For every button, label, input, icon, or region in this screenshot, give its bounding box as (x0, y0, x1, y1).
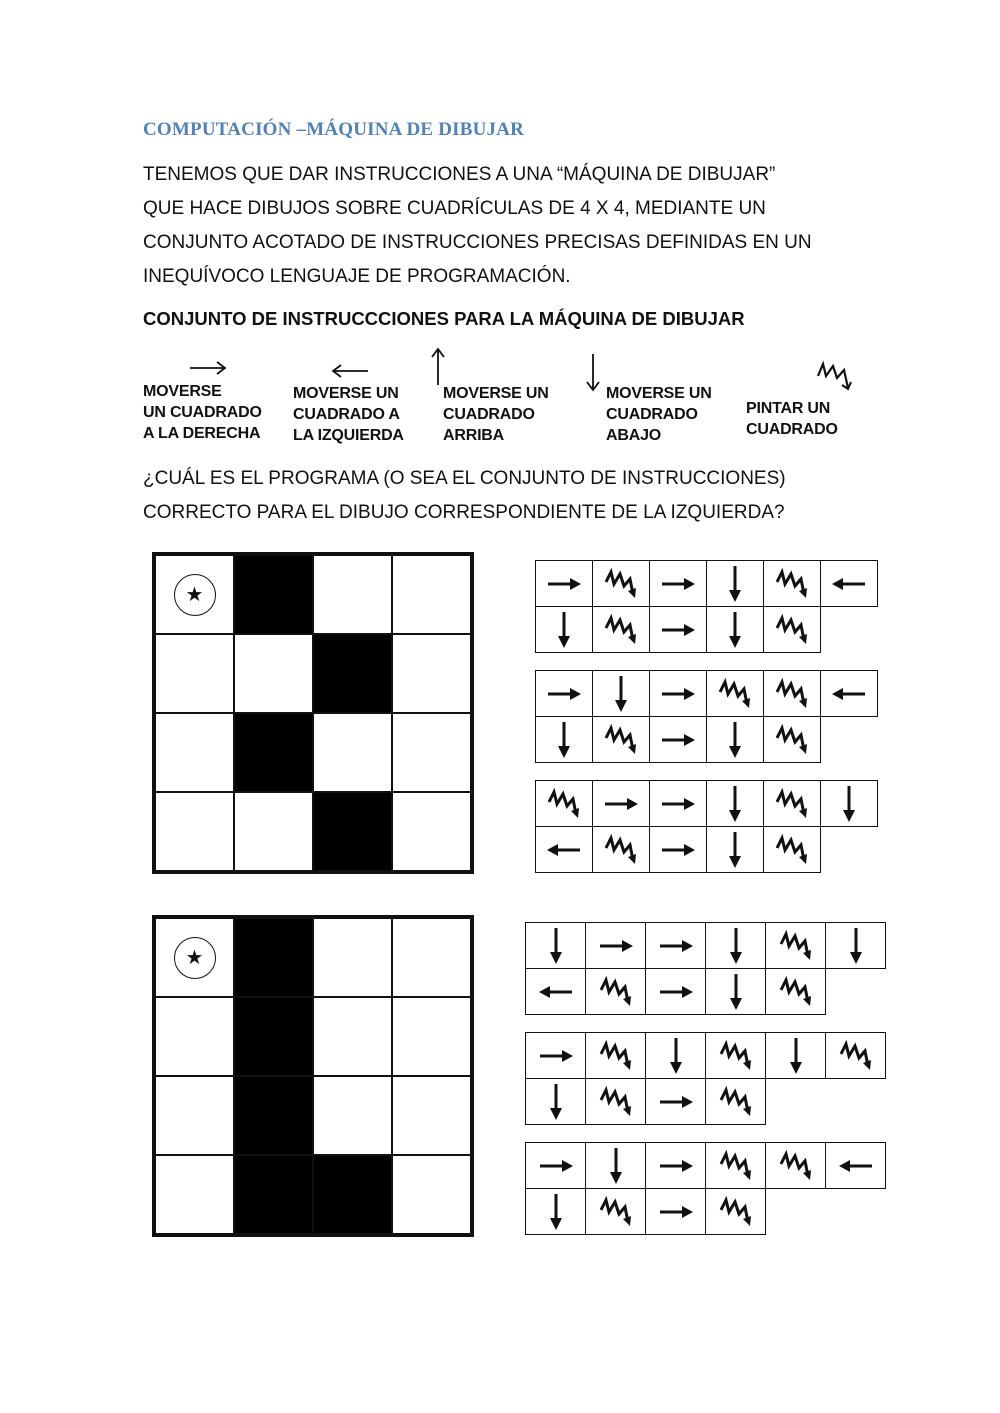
right-arrow-icon (601, 784, 641, 824)
down-arrow-icon (585, 352, 601, 392)
left-arrow-icon (330, 363, 370, 379)
legend-paint (746, 398, 838, 440)
paint-zigzag-icon (776, 972, 816, 1012)
grid-cell-filled (234, 918, 313, 997)
instruction-cell (649, 826, 707, 873)
grid-cell (155, 1155, 234, 1234)
paint-zigzag-icon (596, 1082, 636, 1122)
left-arrow-icon (829, 674, 869, 714)
question-line: ¿CUÁL ES EL PROGRAMA (O SEA EL CONJUNTO DE INSTRUCCIONES) (143, 468, 786, 489)
down-arrow-icon (601, 674, 641, 714)
instruction-cell (763, 780, 821, 827)
grid-cell-filled (234, 1155, 313, 1234)
program-row (535, 560, 877, 607)
instruction-cell (825, 922, 886, 969)
instruction-cell (645, 922, 706, 969)
instruction-cell (585, 1078, 646, 1125)
instruction-cell (706, 560, 764, 607)
program-row (525, 1032, 885, 1079)
paint-zigzag-icon (772, 564, 812, 604)
paint-zigzag-icon (772, 784, 812, 824)
legend-text: MOVERSE UN (293, 385, 399, 402)
instruction-cell (765, 922, 826, 969)
right-arrow-icon (188, 360, 228, 376)
right-arrow-icon (658, 564, 698, 604)
right-arrow-icon (656, 1192, 696, 1232)
grid-cell (313, 997, 392, 1076)
grid-cell (155, 1076, 234, 1155)
instruction-cell (706, 780, 764, 827)
instruction-cell (820, 780, 878, 827)
left-arrow-icon (829, 564, 869, 604)
instruction-cell (585, 1188, 646, 1235)
instruction-cell (825, 1142, 886, 1189)
grid-cell-filled (234, 997, 313, 1076)
instruction-cell (820, 560, 878, 607)
paint-zigzag-icon (596, 1036, 636, 1076)
paint-zigzag-icon (544, 784, 584, 824)
intro-line: TENEMOS QUE DAR INSTRUCCIONES A UNA “MÁQUINA DE DIBUJAR” (143, 164, 776, 185)
up-arrow-icon (430, 347, 446, 387)
grid-cell (313, 1076, 392, 1155)
grid-cell (392, 918, 471, 997)
instruction-cell (706, 670, 764, 717)
legend-text: ARRIBA (443, 427, 505, 444)
intro-paragraph (143, 158, 883, 294)
legend-text: MOVERSE (143, 383, 222, 400)
left-arrow-icon (836, 1146, 876, 1186)
paint-zigzag-icon (716, 1192, 756, 1232)
paint-zigzag-icon (596, 972, 636, 1012)
paint-zigzag-icon (836, 1036, 876, 1076)
instruction-cell (535, 606, 593, 653)
instruction-cell (525, 1078, 586, 1125)
down-arrow-icon (536, 1192, 576, 1232)
instruction-cell (592, 780, 650, 827)
paint-zigzag-icon (716, 1146, 756, 1186)
program-row (535, 606, 820, 653)
program-row (535, 780, 877, 827)
down-arrow-icon (836, 926, 876, 966)
right-arrow-icon (658, 610, 698, 650)
instruction-cell (525, 1032, 586, 1079)
paint-zigzag-icon (716, 1082, 756, 1122)
instruction-cell (763, 716, 821, 763)
paint-zigzag-icon (596, 1192, 636, 1232)
left-arrow-icon (544, 830, 584, 870)
paint-zigzag-icon (814, 358, 854, 394)
down-arrow-icon (536, 1082, 576, 1122)
program-row (535, 716, 820, 763)
instruction-cell (645, 1032, 706, 1079)
legend-text: ABAJO (606, 427, 662, 444)
instruction-cell (765, 1032, 826, 1079)
legend-text: CUADRADO (606, 406, 698, 423)
drawing-grid (152, 552, 474, 874)
instruction-cell (525, 1188, 586, 1235)
down-arrow-icon (716, 972, 756, 1012)
instruction-cell (706, 716, 764, 763)
legend-text: A LA DERECHA (143, 425, 261, 442)
right-arrow-icon (658, 830, 698, 870)
down-arrow-icon (776, 1036, 816, 1076)
star-icon: ★ (174, 574, 216, 616)
grid-cell (155, 918, 234, 997)
grid-cell (155, 634, 234, 713)
down-arrow-icon (829, 784, 869, 824)
instruction-cell (763, 670, 821, 717)
grid-cell (234, 634, 313, 713)
program-row (535, 670, 877, 717)
down-arrow-icon (716, 926, 756, 966)
instruction-cell (645, 1078, 706, 1125)
paint-zigzag-icon (772, 610, 812, 650)
right-arrow-icon (544, 674, 584, 714)
instruction-cell (763, 826, 821, 873)
right-arrow-icon (544, 564, 584, 604)
down-arrow-icon (656, 1036, 696, 1076)
instruction-cell (825, 1032, 886, 1079)
paint-zigzag-icon (776, 926, 816, 966)
legend-move-right (143, 381, 262, 444)
paint-zigzag-icon (601, 610, 641, 650)
right-arrow-icon (536, 1146, 576, 1186)
instruction-cell (525, 968, 586, 1015)
instruction-cell (645, 968, 706, 1015)
legend-text: LA IZQUIERDA (293, 427, 404, 444)
legend-text: PINTAR UN (746, 400, 831, 417)
instruction-cell (592, 716, 650, 763)
down-arrow-icon (544, 610, 584, 650)
instruction-cell (705, 1188, 766, 1235)
grid-cell (155, 792, 234, 871)
down-arrow-icon (596, 1146, 636, 1186)
page-title: COMPUTACIÓN –MÁQUINA DE DIBUJAR (143, 119, 525, 140)
right-arrow-icon (656, 1146, 696, 1186)
down-arrow-icon (715, 564, 755, 604)
grid-cell (234, 792, 313, 871)
instruction-cell (535, 780, 593, 827)
right-arrow-icon (656, 972, 696, 1012)
instruction-cell (765, 968, 826, 1015)
paint-zigzag-icon (601, 720, 641, 760)
instruction-cell (592, 826, 650, 873)
instruction-cell (585, 1032, 646, 1079)
instruction-cell (649, 716, 707, 763)
legend-move-down (606, 383, 712, 446)
right-arrow-icon (658, 674, 698, 714)
program-row (525, 968, 825, 1015)
instruction-cell (592, 606, 650, 653)
program-row (525, 1188, 765, 1235)
instruction-cell (535, 716, 593, 763)
down-arrow-icon (544, 720, 584, 760)
instruction-cell (585, 922, 646, 969)
grid-cell (392, 997, 471, 1076)
grid-cell-filled (313, 1155, 392, 1234)
instruction-cell (535, 826, 593, 873)
legend-text: CUADRADO A (293, 406, 400, 423)
grid-cell-filled (234, 1076, 313, 1155)
paint-zigzag-icon (772, 674, 812, 714)
program-row (525, 1142, 885, 1189)
down-arrow-icon (715, 720, 755, 760)
drawing-grid (152, 915, 474, 1237)
down-arrow-icon (715, 784, 755, 824)
instruction-cell (649, 560, 707, 607)
grid-cell (155, 555, 234, 634)
program-row (535, 826, 820, 873)
down-arrow-icon (536, 926, 576, 966)
instructions-heading: CONJUNTO DE INSTRUCCCIONES PARA LA MÁQUINA DE DIBUJAR (143, 308, 745, 329)
grid-cell (313, 918, 392, 997)
right-arrow-icon (596, 926, 636, 966)
program-row (525, 922, 885, 969)
intro-line: CONJUNTO ACOTADO DE INSTRUCCIONES PRECISAS DEFINIDAS EN UN (143, 232, 812, 253)
grid-cell (155, 997, 234, 1076)
grid-cell (392, 713, 471, 792)
instruction-cell (763, 606, 821, 653)
grid-cell-filled (313, 634, 392, 713)
grid-cell (313, 713, 392, 792)
instruction-cell (525, 922, 586, 969)
right-arrow-icon (656, 926, 696, 966)
instruction-cell (649, 606, 707, 653)
instruction-cell (585, 968, 646, 1015)
instruction-cell (645, 1142, 706, 1189)
instruction-cell (535, 670, 593, 717)
paint-zigzag-icon (601, 564, 641, 604)
instruction-cell (820, 670, 878, 717)
right-arrow-icon (536, 1036, 576, 1076)
left-arrow-icon (536, 972, 576, 1012)
paint-zigzag-icon (716, 1036, 756, 1076)
instruction-cell (705, 1142, 766, 1189)
paint-zigzag-icon (772, 830, 812, 870)
grid-cell (155, 713, 234, 792)
star-icon: ★ (174, 937, 216, 979)
legend-text: CUADRADO (746, 421, 838, 438)
legend-text: MOVERSE UN (606, 385, 712, 402)
instruction-cell (705, 922, 766, 969)
grid-cell-filled (313, 792, 392, 871)
right-arrow-icon (658, 720, 698, 760)
instruction-cell (535, 560, 593, 607)
grid-cell (392, 634, 471, 713)
right-arrow-icon (656, 1082, 696, 1122)
instruction-cell (765, 1142, 826, 1189)
instruction-cell (705, 968, 766, 1015)
paint-zigzag-icon (772, 720, 812, 760)
intro-line: INEQUÍVOCO LENGUAJE DE PROGRAMACIÓN. (143, 266, 571, 287)
legend-move-left (293, 383, 404, 446)
instruction-cell (592, 560, 650, 607)
instruction-cell (585, 1142, 646, 1189)
paint-zigzag-icon (776, 1146, 816, 1186)
grid-cell-filled (234, 555, 313, 634)
instruction-cell (649, 780, 707, 827)
intro-line: QUE HACE DIBUJOS SOBRE CUADRÍCULAS DE 4 X 4, MEDIANTE UN (143, 198, 766, 219)
paint-zigzag-icon (715, 674, 755, 714)
legend-move-up (443, 383, 549, 446)
instruction-cell (706, 606, 764, 653)
instruction-cell (705, 1078, 766, 1125)
down-arrow-icon (715, 830, 755, 870)
instruction-cell (645, 1188, 706, 1235)
program-row (525, 1078, 765, 1125)
instruction-cell (649, 670, 707, 717)
instruction-cell (706, 826, 764, 873)
legend-text: UN CUADRADO (143, 404, 262, 421)
paint-zigzag-icon (601, 830, 641, 870)
legend-text: MOVERSE UN (443, 385, 549, 402)
instruction-cell (763, 560, 821, 607)
grid-cell (392, 1155, 471, 1234)
grid-cell (392, 555, 471, 634)
grid-cell (392, 1076, 471, 1155)
question-text (143, 462, 786, 530)
instruction-cell (525, 1142, 586, 1189)
question-line: CORRECTO PARA EL DIBUJO CORRESPONDIENTE DE LA IZQUIERDA? (143, 502, 785, 523)
right-arrow-icon (658, 784, 698, 824)
instruction-cell (592, 670, 650, 717)
down-arrow-icon (715, 610, 755, 650)
grid-cell (392, 792, 471, 871)
grid-cell-filled (234, 713, 313, 792)
grid-cell (313, 555, 392, 634)
legend-text: CUADRADO (443, 406, 535, 423)
instruction-cell (705, 1032, 766, 1079)
